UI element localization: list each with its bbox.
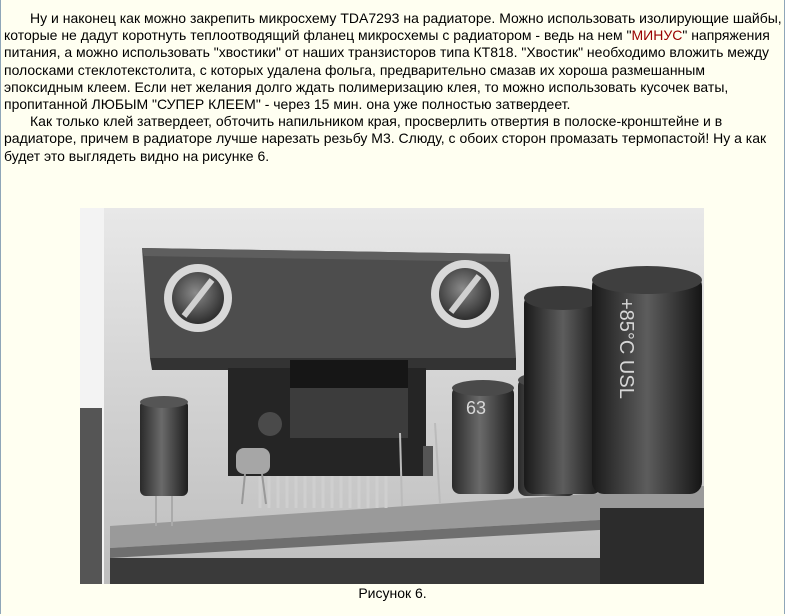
paragraph-1-text-a: Ну и наконец как можно закрепить микросхему TDA7293 на радиаторе. Можно использовать изолирующие шайбы, которые не дадут коротнуть теплоотводящий фланец микросхемы с радиатором - ведь на нем " xyxy=(4,10,782,44)
circuit-board-photo xyxy=(80,208,704,584)
big-capacitor-left xyxy=(524,294,602,494)
paragraph-1 xyxy=(4,10,782,113)
left-screw xyxy=(164,264,232,332)
paragraph-1-text-b: " напряжения питания, а можно использовать "хвостики" от наших транзисторов типа КТ818. "Хвостик" необходимо вложить между полосками стеклотекстолита, с которых удалена фольга, предварительно смазав их хороша размешанным эпоксидным клеем. Если нет желания долго ждать полимеризацию клея, то можно использовать кусочек ваты, пропитанной ЛЮБЫМ "СУПЕР КЛЕЕМ" - через 15 мин. она уже полностью затвердеет. xyxy=(4,27,770,113)
paragraph-2: Как только клей затвердеет, обточить напильником края, просверлить отвертия в полоске-кронштейне и в радиаторе, причем в радиаторе лучше нарезать резьбу М3. Слюду, с обоих сторон промазать термопастой! Ну а как будет это выглядеть видно на рисунке 6. xyxy=(4,113,767,164)
capacitor-usl-label: +85°C USL xyxy=(615,298,637,399)
minus-highlight: МИНУС xyxy=(631,27,683,44)
small-capacitor xyxy=(140,400,188,496)
big-capacitor-right xyxy=(592,274,702,494)
article-text xyxy=(4,10,782,165)
capacitor-63-label: 63 xyxy=(466,398,487,418)
ceramic-capacitor xyxy=(236,448,270,474)
figure-caption: Рисунок 6. xyxy=(358,585,427,601)
right-screw xyxy=(431,260,499,328)
figure-6-photo xyxy=(80,208,704,584)
chip-pins xyxy=(260,476,386,508)
